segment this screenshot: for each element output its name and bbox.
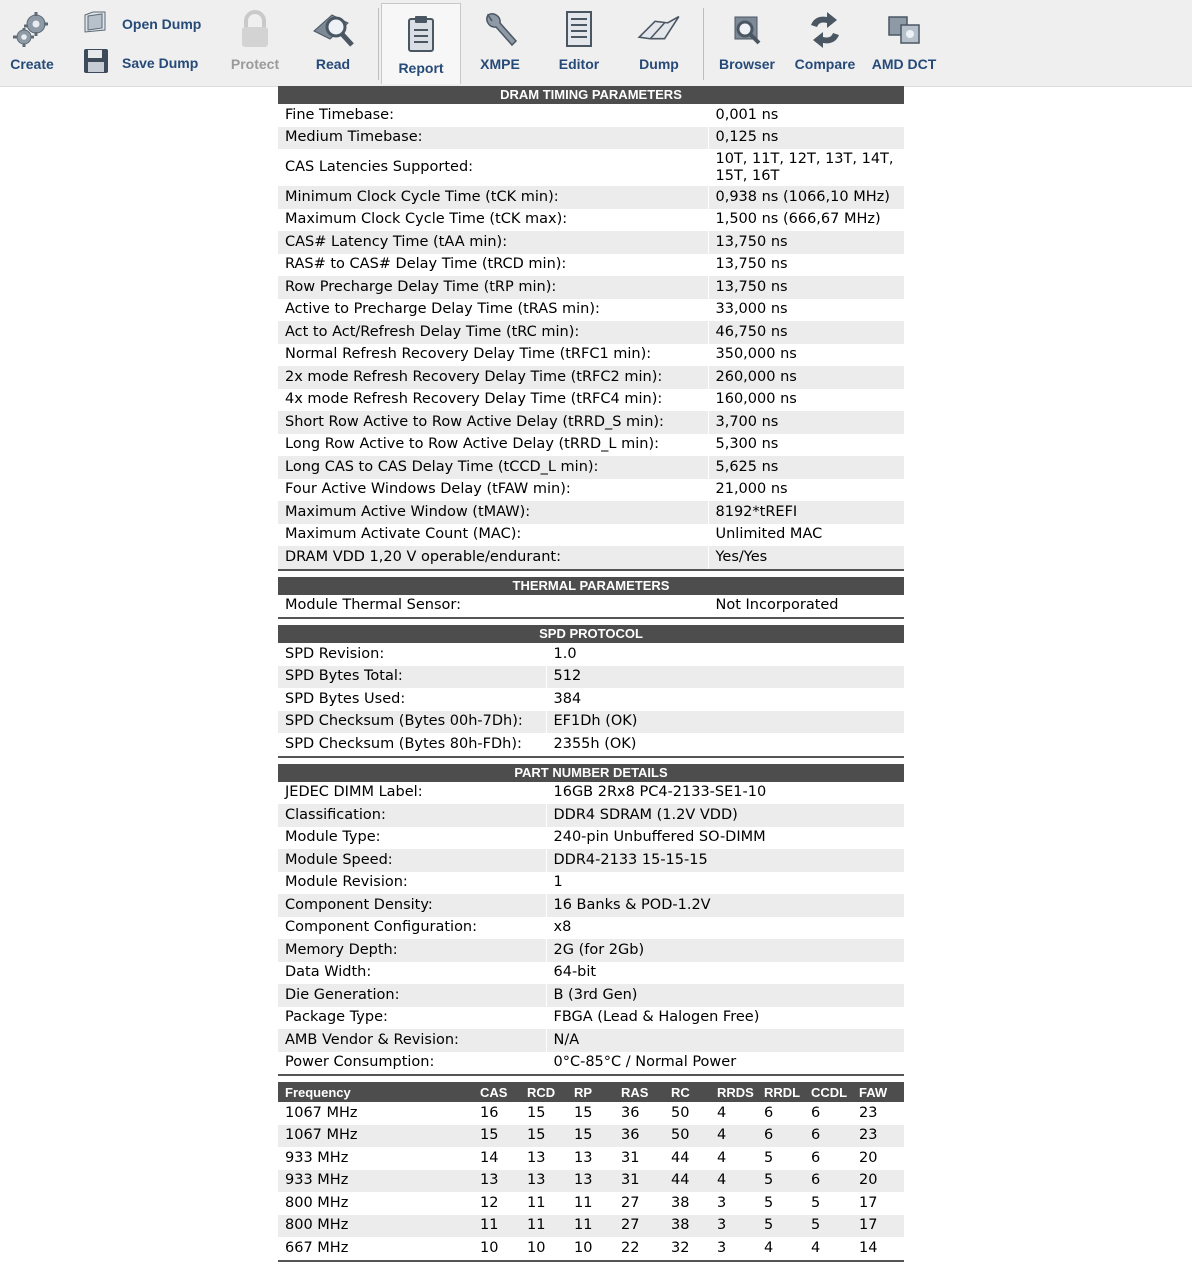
frequency-row (278, 1192, 904, 1215)
table-cell: 36 (614, 1125, 664, 1148)
table-cell: 11 (473, 1215, 520, 1238)
swap-arrows-icon (802, 8, 848, 52)
table-cell: 31 (614, 1170, 664, 1193)
dram-timing-row (278, 104, 904, 127)
spd-protocol-header: SPD PROTOCOL (278, 625, 904, 643)
row-value: 0,125 ns (708, 127, 904, 150)
magnifier-chip-icon (310, 8, 356, 52)
dram-timing-row (278, 186, 904, 209)
part-number-row (278, 849, 904, 872)
spd-protocol-row (278, 733, 904, 756)
table-cell: 17 (852, 1215, 904, 1238)
table-cell: 667 MHz (285, 1239, 349, 1256)
table-cell: 50 (671, 1104, 690, 1121)
row-value: 1.0 (546, 643, 904, 666)
row-label: Active to Precharge Delay Time (tRAS min): (285, 301, 600, 318)
cubes-icon (881, 8, 927, 52)
read-label: Read (315, 56, 351, 72)
part-number-row (278, 827, 904, 850)
table-cell: 13 (520, 1170, 567, 1193)
row-value: DDR4-2133 15-15-15 (546, 849, 904, 872)
row-label: Minimum Clock Cycle Time (tCK min): (278, 186, 708, 209)
row-value: 21,000 ns (708, 479, 904, 502)
row-value: 160,000 ns (708, 389, 904, 412)
frequency-timing-table (278, 1082, 904, 1260)
table-cell: 32 (671, 1239, 690, 1256)
row-value: 240-pin Unbuffered SO-DIMM (546, 827, 904, 850)
row-label: Long Row Active to Row Active Delay (tRRD_L min): (285, 436, 659, 453)
dram-timing-row (278, 321, 904, 344)
toolbar-separator (703, 8, 704, 80)
row-value: DDR4 SDRAM (1.2V VDD) (546, 804, 904, 827)
row-value: 2G (for 2Gb) (546, 939, 904, 962)
thermal-table (278, 595, 904, 618)
row-value: 3,700 ns (708, 411, 904, 434)
dram-timing-row (278, 456, 904, 479)
column-header: CCDL (804, 1082, 852, 1102)
row-label: Data Width: (285, 964, 372, 981)
table-cell: 13 (527, 1149, 546, 1166)
create-button[interactable] (4, 0, 60, 80)
row-value: Not Incorporated (708, 595, 904, 618)
table-cell: 800 MHz (285, 1194, 349, 1211)
floppy-disk-icon (82, 48, 110, 78)
table-cell: 4 (710, 1170, 757, 1193)
table-cell: 15 (567, 1125, 614, 1148)
row-label: Row Precharge Delay Time (tRP min): (278, 276, 708, 299)
table-cell: 12 (480, 1194, 499, 1211)
table-cell: 5 (757, 1215, 804, 1238)
dram-timing-row (278, 231, 904, 254)
wrench-icon (477, 8, 523, 52)
report-button[interactable] (381, 3, 461, 84)
row-value: 0,001 ns (708, 104, 904, 127)
part-number-row (278, 872, 904, 895)
table-cell: 14 (859, 1239, 878, 1256)
table-cell: 3 (710, 1215, 757, 1238)
spd-protocol-row (278, 711, 904, 734)
part-number-row (278, 917, 904, 940)
row-label: Die Generation: (278, 984, 546, 1007)
row-label: Four Active Windows Delay (tFAW min): (285, 481, 571, 498)
dram-timing-table (278, 104, 904, 569)
editor-label: Editor (558, 56, 600, 72)
row-label: Long CAS to CAS Delay Time (tCCD_L min): (278, 456, 708, 479)
protect-label: Protect (230, 56, 280, 72)
column-header: FAW (852, 1082, 904, 1102)
table-cell: 5 (757, 1170, 804, 1193)
part-number-table (278, 782, 904, 1075)
frequency-row (278, 1237, 904, 1260)
row-label: Maximum Clock Cycle Time (tCK max): (285, 211, 568, 228)
table-cell: 4 (717, 1104, 727, 1121)
report-panel (278, 86, 904, 1262)
row-label: Module Speed: (278, 849, 546, 872)
row-label: Memory Depth: (278, 939, 546, 962)
row-value: 260,000 ns (708, 366, 904, 389)
table-cell: 22 (621, 1239, 640, 1256)
row-label: Medium Timebase: (278, 127, 708, 150)
dram-timing-row (278, 366, 904, 389)
row-label: AMB Vendor & Revision: (278, 1029, 546, 1052)
row-value: 1,500 ns (666,67 MHz) (708, 209, 904, 232)
table-cell: 11 (520, 1215, 567, 1238)
document-editor-icon (556, 8, 602, 52)
row-value: FBGA (Lead & Halogen Free) (546, 1007, 904, 1030)
open-book-icon (636, 8, 682, 52)
row-label: Component Configuration: (285, 919, 478, 936)
dram-timing-row (278, 501, 904, 524)
compare-button[interactable] (792, 0, 858, 80)
part-number-row (278, 984, 904, 1007)
row-value: N/A (546, 1029, 904, 1052)
table-cell: 44 (671, 1149, 690, 1166)
row-label: CAS Latencies Supported: (285, 159, 474, 175)
table-cell: 6 (811, 1104, 821, 1121)
part-number-row (278, 1007, 904, 1030)
row-value: 512 (546, 666, 904, 689)
row-value: EF1Dh (OK) (546, 711, 904, 734)
compare-label: Compare (794, 56, 856, 72)
dram-timing-row (278, 389, 904, 412)
table-cell: 6 (804, 1125, 852, 1148)
table-cell: 13 (473, 1170, 520, 1193)
frequency-row (278, 1170, 904, 1193)
table-cell: 15 (473, 1125, 520, 1148)
gears-icon (9, 8, 55, 52)
table-cell: 6 (804, 1170, 852, 1193)
table-cell: 14 (480, 1149, 499, 1166)
amd-dct-label: AMD DCT (871, 56, 937, 72)
row-label: Short Row Active to Row Active Delay (tRRD_S min): (278, 411, 708, 434)
dram-timing-row (278, 299, 904, 322)
part-number-header: PART NUMBER DETAILS (278, 764, 904, 782)
row-label: Fine Timebase: (285, 106, 394, 123)
row-value: x8 (546, 917, 904, 940)
dram-timing-header: DRAM TIMING PARAMETERS (278, 86, 904, 104)
table-cell: 15 (520, 1125, 567, 1148)
column-header: RC (664, 1082, 710, 1102)
spd-protocol-table (278, 643, 904, 756)
row-label: SPD Checksum (Bytes 00h-7Dh): (278, 711, 546, 734)
dram-timing-row (278, 276, 904, 299)
frequency-row (278, 1215, 904, 1238)
table-cell: 10 (574, 1239, 593, 1256)
row-label: Power Consumption: (285, 1054, 435, 1071)
table-cell: 6 (811, 1149, 821, 1166)
dram-timing-row (278, 209, 904, 232)
search-chip-icon (724, 8, 770, 52)
xmpe-button[interactable] (472, 0, 528, 80)
row-value: 46,750 ns (708, 321, 904, 344)
row-label: Classification: (278, 804, 546, 827)
row-label: DRAM VDD 1,20 V operable/endurant: (278, 546, 708, 569)
spd-protocol-row (278, 688, 904, 711)
table-cell: 11 (527, 1194, 546, 1211)
table-bottom-border (278, 1260, 904, 1262)
amd-dct-button[interactable] (870, 0, 938, 80)
spd-protocol-row (278, 666, 904, 689)
row-value: 64-bit (546, 962, 904, 985)
table-cell: 4 (717, 1149, 727, 1166)
part-number-row (278, 962, 904, 985)
table-cell: 50 (664, 1125, 710, 1148)
row-value: 2355h (OK) (546, 733, 904, 756)
dram-timing-row (278, 411, 904, 434)
frequency-row (278, 1147, 904, 1170)
table-cell: 23 (859, 1104, 878, 1121)
thermal-header: THERMAL PARAMETERS (278, 577, 904, 595)
table-cell: 20 (852, 1170, 904, 1193)
report-label: Report (398, 60, 444, 76)
row-label: Module Thermal Sensor: (285, 597, 461, 614)
table-cell: 800 MHz (278, 1215, 473, 1238)
table-cell: 5 (764, 1194, 774, 1211)
save-dump-button[interactable] (82, 48, 198, 78)
part-number-row (278, 894, 904, 917)
section-divider (278, 569, 904, 577)
row-value: B (3rd Gen) (546, 984, 904, 1007)
table-cell: 15 (527, 1104, 546, 1121)
row-label: 4x mode Refresh Recovery Delay Time (tRFC4 min): (285, 391, 663, 408)
table-cell: 23 (852, 1125, 904, 1148)
table-cell: 44 (664, 1170, 710, 1193)
table-cell: 4 (811, 1239, 821, 1256)
editor-button[interactable] (550, 0, 608, 80)
column-header: RCD (520, 1082, 567, 1102)
row-label: Normal Refresh Recovery Delay Time (tRFC1 min): (285, 346, 652, 363)
row-label: SPD Bytes Used: (285, 690, 406, 707)
row-value: 13,750 ns (708, 254, 904, 277)
dram-timing-row (278, 524, 904, 547)
row-value: 8192*tREFI (708, 501, 904, 524)
column-header: Frequency (278, 1082, 473, 1102)
dump-button[interactable] (626, 0, 692, 80)
protect-button[interactable] (224, 0, 286, 80)
table-cell: 4 (710, 1125, 757, 1148)
table-cell: 38 (671, 1194, 690, 1211)
row-value: 1 (546, 872, 904, 895)
row-label: Module Revision: (285, 874, 408, 891)
dram-timing-row (278, 149, 904, 186)
table-cell: 1067 MHz (278, 1125, 473, 1148)
row-label: JEDEC DIMM Label: (285, 784, 423, 801)
dram-timing-row (278, 434, 904, 457)
table-cell: 5 (804, 1215, 852, 1238)
column-header: RRDS (710, 1082, 757, 1102)
dram-timing-row (278, 546, 904, 569)
row-value: 5,300 ns (708, 434, 904, 457)
row-value: Unlimited MAC (708, 524, 904, 547)
row-value: 384 (546, 688, 904, 711)
table-cell: 20 (859, 1149, 878, 1166)
row-value: 350,000 ns (708, 344, 904, 367)
row-label: SPD Revision: (285, 645, 385, 662)
spd-protocol-row (278, 643, 904, 666)
row-label: Package Type: (285, 1009, 388, 1026)
row-label: Module Type: (285, 829, 381, 846)
row-label: Maximum Activate Count (MAC): (285, 526, 522, 543)
row-label: Maximum Active Window (tMAW): (278, 501, 708, 524)
table-cell: 933 MHz (285, 1149, 349, 1166)
column-header: CAS (473, 1082, 520, 1102)
toolbar (0, 0, 1192, 87)
part-number-row (278, 1052, 904, 1075)
save-dump-label: Save Dump (122, 55, 199, 71)
row-label: CAS# Latency Time (tAA min): (278, 231, 708, 254)
table-cell: 31 (621, 1149, 640, 1166)
table-cell: 16 (480, 1104, 499, 1121)
row-label: SPD Bytes Total: (278, 666, 546, 689)
clipboard-icon (398, 12, 444, 56)
toolbar-separator (378, 8, 379, 80)
lock-icon (232, 8, 278, 52)
row-value: Yes/Yes (708, 546, 904, 569)
row-label: Component Density: (278, 894, 546, 917)
table-cell: 5 (811, 1194, 821, 1211)
table-cell: 10 (527, 1239, 546, 1256)
read-button[interactable] (304, 0, 362, 80)
table-cell: 17 (859, 1194, 878, 1211)
section-divider (278, 756, 904, 764)
part-number-row (278, 782, 904, 805)
thermal-row (278, 595, 904, 618)
xmpe-label: XMPE (480, 56, 520, 72)
part-number-row (278, 939, 904, 962)
row-value: 5,625 ns (708, 456, 904, 479)
table-cell: 6 (764, 1104, 774, 1121)
dump-label: Dump (639, 56, 679, 72)
browser-label: Browser (718, 56, 776, 72)
table-cell: 6 (757, 1125, 804, 1148)
frequency-row (278, 1125, 904, 1148)
dram-timing-row (278, 479, 904, 502)
table-cell: 5 (764, 1149, 774, 1166)
table-cell: 4 (764, 1239, 774, 1256)
dram-timing-row (278, 127, 904, 150)
create-label: Create (10, 56, 54, 72)
dram-timing-row (278, 254, 904, 277)
table-cell: 38 (664, 1215, 710, 1238)
row-label: Act to Act/Refresh Delay Time (tRC min): (278, 321, 708, 344)
table-cell: 1067 MHz (285, 1104, 358, 1121)
column-header: RP (567, 1082, 614, 1102)
table-cell: 27 (621, 1194, 640, 1211)
row-label: 2x mode Refresh Recovery Delay Time (tRFC2 min): (278, 366, 708, 389)
frequency-table-header (278, 1082, 904, 1102)
row-value: 13,750 ns (708, 276, 904, 299)
row-value: 10T, 11T, 12T, 13T, 14T, 15T, 16T (708, 149, 904, 186)
table-cell: 11 (567, 1215, 614, 1238)
table-cell: 3 (717, 1194, 727, 1211)
table-cell: 13 (574, 1149, 593, 1166)
browser-button[interactable] (716, 0, 778, 80)
row-value: 16 Banks & POD-1.2V (546, 894, 904, 917)
row-value: 0°C-85°C / Normal Power (546, 1052, 904, 1075)
table-cell: 13 (567, 1170, 614, 1193)
table-cell: 27 (614, 1215, 664, 1238)
column-header: RAS (614, 1082, 664, 1102)
open-dump-button[interactable] (82, 9, 201, 39)
table-cell: 10 (480, 1239, 499, 1256)
table-cell: 15 (574, 1104, 593, 1121)
table-cell: 933 MHz (278, 1170, 473, 1193)
part-number-row (278, 804, 904, 827)
table-cell: 3 (717, 1239, 727, 1256)
row-value: 16GB 2Rx8 PC4-2133-SE1-10 (546, 782, 904, 805)
row-value: 33,000 ns (708, 299, 904, 322)
frequency-row (278, 1102, 904, 1125)
row-value: 13,750 ns (708, 231, 904, 254)
column-header: RRDL (757, 1082, 804, 1102)
row-label: RAS# to CAS# Delay Time (tRCD min): (285, 256, 567, 273)
part-number-row (278, 1029, 904, 1052)
table-cell: 36 (621, 1104, 640, 1121)
table-cell: 11 (574, 1194, 593, 1211)
open-dump-label: Open Dump (122, 16, 202, 32)
row-label: SPD Checksum (Bytes 80h-FDh): (285, 735, 522, 752)
section-divider (278, 1074, 904, 1082)
row-value: 0,938 ns (1066,10 MHz) (708, 186, 904, 209)
folder-icon (82, 10, 110, 38)
section-divider (278, 617, 904, 625)
dram-timing-row (278, 344, 904, 367)
